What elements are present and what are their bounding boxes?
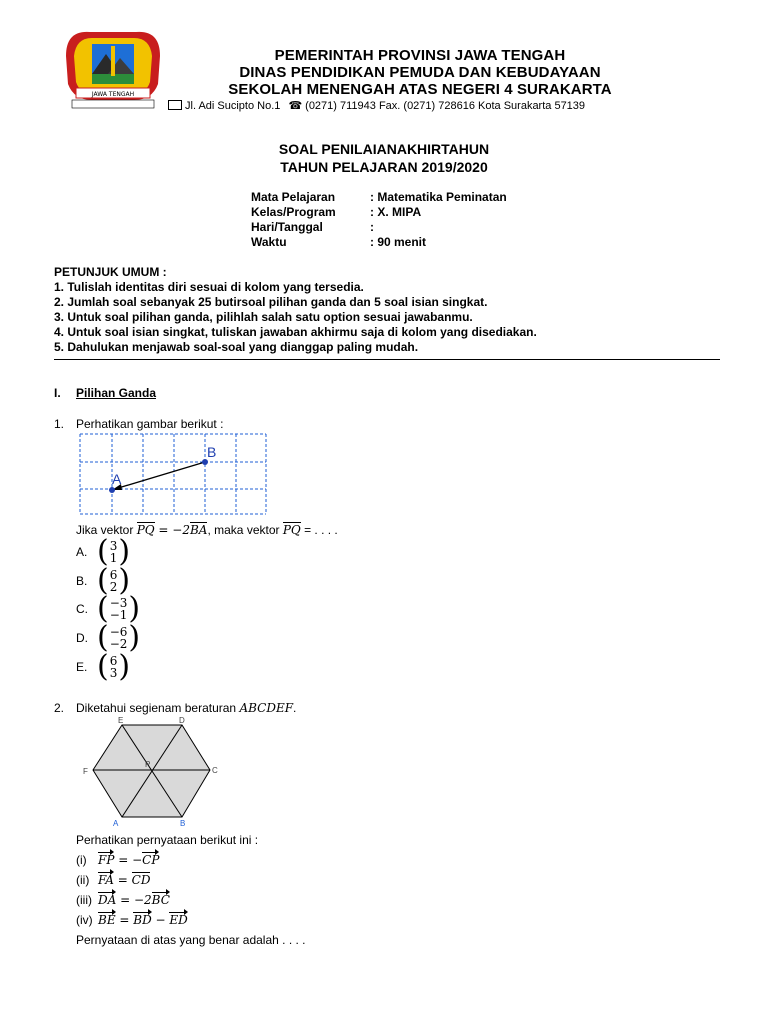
instruction-item: 3. Untuk soal pilihan ganda, pilihlah salah satu option sesuai jawabanmu. xyxy=(54,310,473,324)
q1-stem-part: , maka vektor xyxy=(207,523,283,537)
hexagon-name: ABCDEF xyxy=(239,701,294,715)
q1-eq: = −2 xyxy=(154,523,190,537)
statement-iv xyxy=(76,913,188,927)
statement-number: (iii) xyxy=(76,893,92,907)
q1-number: 1. xyxy=(54,417,65,431)
q1-stem-part: = . . . . xyxy=(300,523,338,537)
vector-cd: CD xyxy=(131,873,151,887)
statement-op: = xyxy=(113,873,132,887)
phone-text: (0271) 711943 Fax. (0271) 728616 Kota Surakarta 57139 xyxy=(305,100,586,112)
q1-stem xyxy=(76,523,338,537)
info-label-subject: Mata Pelajaran xyxy=(251,190,336,204)
section-title: Pilihan Ganda xyxy=(76,386,157,400)
svg-text:JAWA TENGAH: JAWA TENGAH xyxy=(91,91,135,98)
statement-number: (i) xyxy=(76,853,87,867)
option-d-letter[interactable]: D. xyxy=(76,631,88,645)
header-line-3: SEKOLAH MENENGAH ATAS NEGERI 4 SURAKARTA xyxy=(228,81,612,98)
q1-prompt: Perhatikan gambar berikut : xyxy=(76,417,224,431)
option-c-vector[interactable]: ( −3 −1 ) xyxy=(97,591,141,626)
vector-cp: CP xyxy=(142,853,160,867)
statement-op: = − xyxy=(114,853,143,867)
point-a-label: A xyxy=(112,471,122,487)
vector-pq: PQ xyxy=(136,523,155,537)
header-line-2: DINAS PENDIDIKAN PEMUDA DAN KEBUDAYAAN xyxy=(239,64,601,81)
exam-title: SOAL PENILAIANAKHIRTAHUN xyxy=(278,141,490,157)
option-a-vector[interactable]: ( 3 1 ) xyxy=(97,534,131,569)
q2-statement-intro: Perhatikan pernyataan berikut ini : xyxy=(76,833,259,847)
info-label-date: Hari/Tanggal xyxy=(251,220,323,234)
info-label-class: Kelas/Program xyxy=(251,205,336,219)
statement-op: = −2 xyxy=(116,893,152,907)
vector-da: DA xyxy=(98,893,117,907)
vector-ba: BA xyxy=(189,523,208,537)
vector-bc: BC xyxy=(151,893,170,907)
vector-pq: PQ xyxy=(282,523,301,537)
statement-op: = xyxy=(115,913,134,927)
vertex-c-label: C xyxy=(212,766,218,775)
section-number: I. xyxy=(54,386,61,400)
instruction-item: 1. Tulislah identitas diri sesuai di kolom yang tersedia. xyxy=(54,280,364,294)
instructions-heading: PETUNJUK UMUM : xyxy=(54,265,167,279)
statement-i xyxy=(76,853,159,867)
option-a-letter[interactable]: A. xyxy=(76,545,88,559)
statement-op: − xyxy=(151,913,170,927)
vertex-b-label: B xyxy=(180,819,186,828)
statement-number: (ii) xyxy=(76,873,90,887)
vertex-d-label: D xyxy=(179,716,185,725)
phone-icon: ☎ xyxy=(288,100,303,112)
address-text: Jl. Adi Sucipto No.1 xyxy=(185,100,281,112)
divider-line xyxy=(54,359,720,360)
q1-vector-grid xyxy=(78,432,270,516)
option-e-letter[interactable]: E. xyxy=(76,660,88,674)
option-c-letter[interactable]: C. xyxy=(76,602,88,616)
info-value-subject: : Matematika Peminatan xyxy=(370,190,507,204)
center-p-label: P xyxy=(145,760,151,769)
point-b-label: B xyxy=(207,444,217,460)
hexagon-diagram xyxy=(76,716,218,828)
vertex-f-label: F xyxy=(83,767,88,776)
q2-prompt-text: Diketahui segienam beraturan xyxy=(76,701,240,715)
vector-fa: FA xyxy=(98,873,114,887)
vector-be: BE xyxy=(98,913,116,927)
vector-fp: FP xyxy=(98,853,115,867)
instruction-item: 4. Untuk soal isian singkat, tuliskan jawaban akhirmu saja di kolom yang disediakan. xyxy=(54,325,537,339)
info-value-class: : X. MIPA xyxy=(370,205,422,219)
statement-ii xyxy=(76,873,150,887)
option-b-letter[interactable]: B. xyxy=(76,574,88,588)
vector-ed: ED xyxy=(169,913,188,927)
info-value-date: : xyxy=(370,220,374,234)
info-value-time: : 90 menit xyxy=(370,235,427,249)
info-label-time: Waktu xyxy=(251,235,287,249)
envelope-icon xyxy=(168,100,182,110)
q1-stem-part: Jika vektor xyxy=(76,523,137,537)
q2-prompt-end: . xyxy=(293,701,297,715)
instruction-item: 5. Dahulukan menjawab soal-soal yang dianggap paling mudah. xyxy=(54,340,419,354)
q2-number: 2. xyxy=(54,701,65,715)
logo xyxy=(62,26,164,110)
q2-closing: Pernyataan di atas yang benar adalah . . . . xyxy=(76,933,306,947)
vertex-a-label: A xyxy=(113,819,119,828)
q2-prompt xyxy=(76,701,296,715)
header-address xyxy=(168,99,585,112)
option-e-vector[interactable]: ( 6 3 ) xyxy=(97,649,131,684)
statement-iii xyxy=(76,893,170,907)
option-b-vector[interactable]: ( 6 2 ) xyxy=(97,563,131,598)
statement-number: (iv) xyxy=(76,913,93,927)
option-d-vector[interactable]: ( −6 −2 ) xyxy=(97,620,141,655)
header-line-1: PEMERINTAH PROVINSI JAWA TENGAH xyxy=(274,47,566,64)
exam-year: TAHUN PELAJARAN 2019/2020 xyxy=(280,159,488,175)
vertex-e-label: E xyxy=(118,716,124,725)
instruction-item: 2. Jumlah soal sebanyak 25 butirsoal pilihan ganda dan 5 soal isian singkat. xyxy=(54,295,488,309)
vector-bd: BD xyxy=(133,913,152,927)
